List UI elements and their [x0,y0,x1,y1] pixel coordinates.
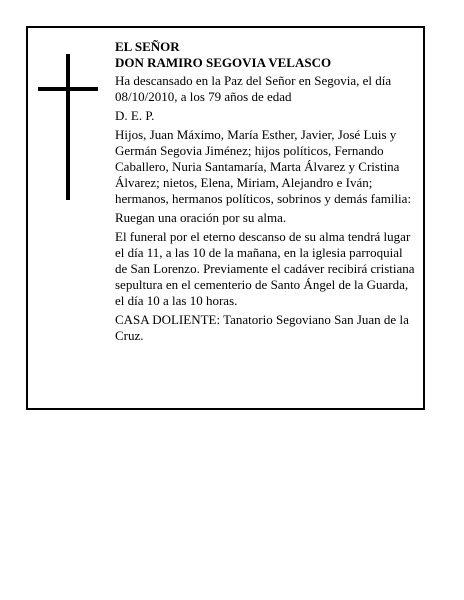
cross-icon [38,54,98,200]
cross-horizontal-bar [38,87,98,91]
cross-vertical-bar [66,54,70,200]
obituary-text [115,39,415,347]
death-announcement: Ha descansado en la Paz del Señor en Segovia, el día 08/10/2010, a los 79 años de edad [115,73,392,104]
casa-doliente: CASA DOLIENTE: Tanatorio Segoviano San Juan de la Cruz. [115,312,409,343]
deceased-name: DON RAMIRO SEGOVIA VELASCO [115,55,332,70]
family-list: Hijos, Juan Máximo, María Esther, Javier, José Luis y Germán Segovia Jiménez; hijos políticos, Fernando Caballero, Nuria Santamaría, Marta Álvarez y Cristina Álvarez; nietos, Elena, Miriam, Alejandro e Iván; hermanos, hermanos políticos, sobrinos y demás familia: [115,127,412,206]
prayer-request: Ruegan una oración por su alma. [115,210,287,225]
obituary-notice [26,26,425,410]
obituary-header: EL SEÑOR [115,39,180,54]
funeral-details: El funeral por el eterno descanso de su alma tendrá lugar el día 11, a las 10 de la mañana, en la iglesia parroquial de San Lorenzo. Previamente el cadáver recibirá cristiana sepultura en el cementerio de Santo Ángel de la Guarda, el día 10 a las 10 horas. [115,229,415,308]
dep-text: D. E. P. [115,108,155,123]
